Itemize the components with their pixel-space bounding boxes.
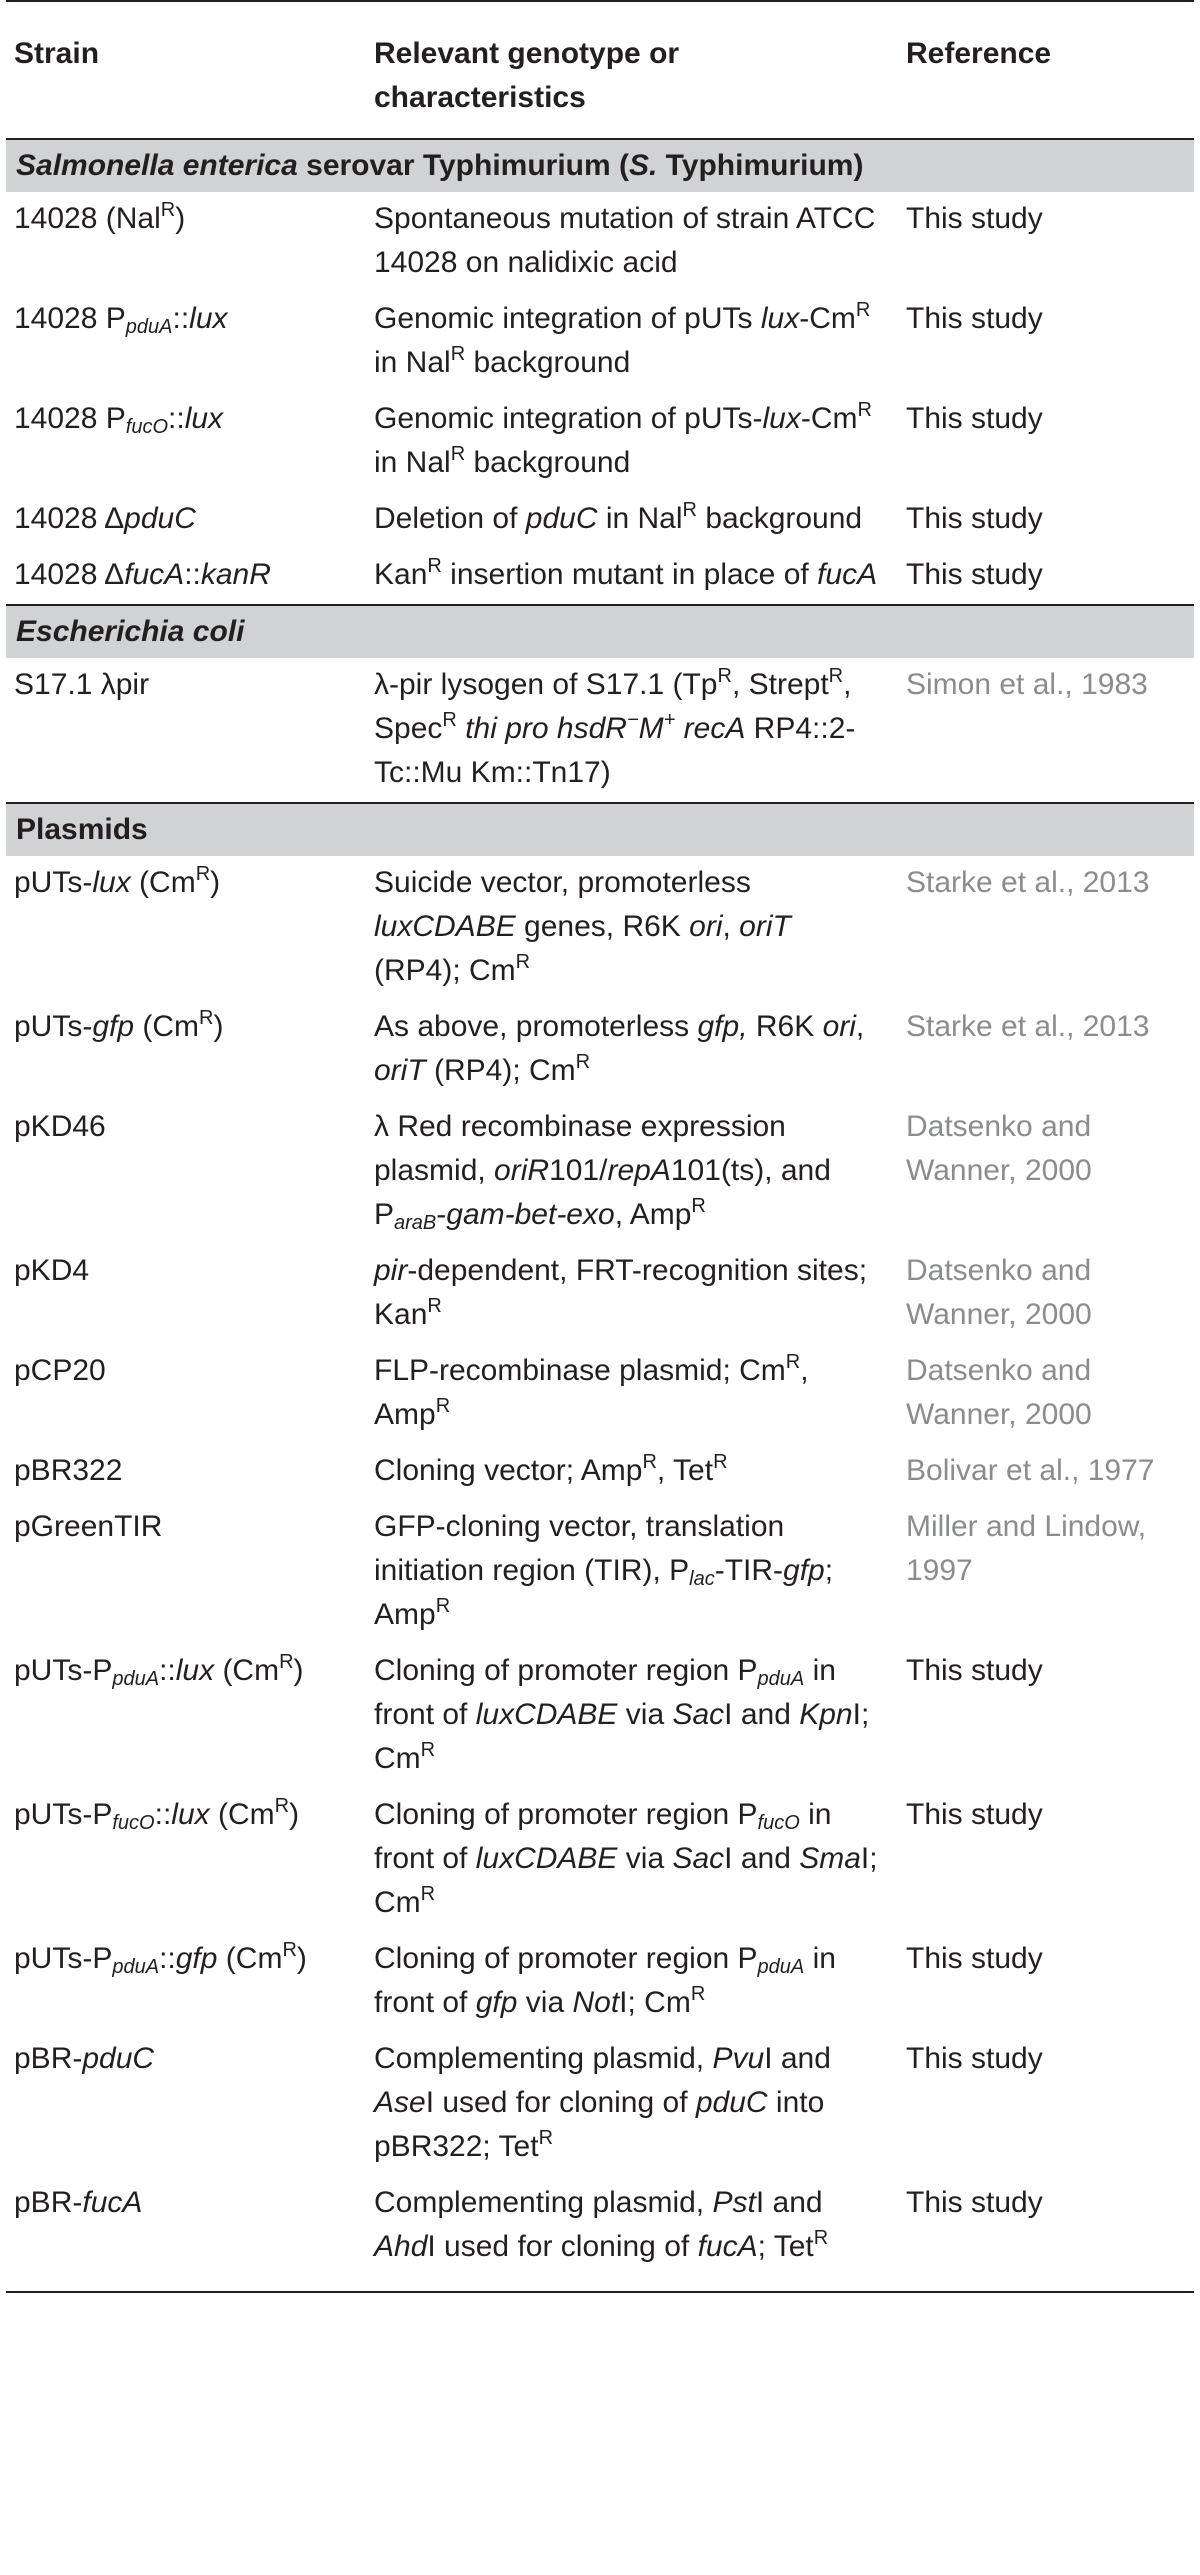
- strain-cell: 14028 $P_{fucO}::lux$: [14, 402, 224, 438]
- table-body: [6, 139, 1194, 2292]
- section-row: [6, 139, 1194, 192]
- genotype-cell: FLP-recombinase plasmid; $Cm^R$, Amp$^R$: [374, 1351, 809, 1431]
- genotype-cell: Complementing plasmid, PvuI and AseI used for cloning of pduC into pBR322; Tet$^R$: [374, 2042, 831, 2163]
- section-row: [6, 605, 1194, 658]
- strain-cell: pKD4: [14, 1254, 90, 1287]
- reference-cell: This study: [906, 558, 1043, 591]
- reference-cell: This study: [906, 1798, 1043, 1831]
- strain-cell: S17.1 λpir: [14, 668, 150, 701]
- table-row: [6, 1244, 1194, 1344]
- strain-cell: pGreenTIR: [14, 1510, 163, 1543]
- strain-cell: pKD46: [14, 1110, 106, 1143]
- strain-cell: pUTs-gfp $(Cm^R)$: [14, 1007, 224, 1043]
- strain-cell: 14028 ΔpduC: [14, 502, 196, 535]
- table-row: [6, 492, 1194, 548]
- genotype-cell: Complementing plasmid, PstI and AhdI used for cloning of fucA; Tet$^R$: [370, 2176, 902, 2292]
- strain-cell: pBR322: [14, 1454, 123, 1487]
- section-title: Escherichia coli: [6, 605, 1194, 658]
- reference-link[interactable]: Datsenko and Wanner, 2000: [906, 1354, 1092, 1431]
- table-row: [6, 1500, 1194, 1644]
- table-header: [6, 1, 1194, 139]
- reference-cell: This study: [906, 1654, 1043, 1687]
- table-row: [6, 1644, 1194, 1788]
- table-row: [6, 1000, 1194, 1100]
- strain-cell: pUTs-$P_{pduA}::gfp$ $(Cm^R)$: [14, 1939, 307, 1978]
- table-row: [6, 658, 1194, 803]
- section-row: [6, 803, 1194, 856]
- strain-cell: 14028 ΔfucA::kanR: [14, 558, 271, 591]
- genotype-cell: Genomic integration of pUTs-$lux-Cm^R$ in Nal$^R$ background: [374, 399, 872, 479]
- table-row: [6, 192, 1194, 292]
- strain-cell: 14028 (Nal$^R$): [14, 199, 186, 235]
- strain-cell: pBR-pduC: [14, 2042, 155, 2075]
- reference-cell: This study: [906, 302, 1043, 335]
- reference-cell: This study: [906, 402, 1043, 435]
- genotype-cell: Cloning vector; Amp$^R$, Tet$^R$: [374, 1451, 728, 1487]
- table-row: [6, 1932, 1194, 2032]
- reference-link[interactable]: Datsenko and Wanner, 2000: [906, 1110, 1092, 1187]
- reference-link[interactable]: Bolivar et al., 1977: [906, 1454, 1155, 1487]
- table-row: [6, 392, 1194, 492]
- table-row: [6, 548, 1194, 605]
- reference-link[interactable]: Starke et al., 2013: [906, 1010, 1150, 1043]
- genotype-cell: λ Red recombinase expression plasmid, oriR101/repA101(ts), and $P_{araB}-gam-bet$-exo, Amp$^R$: [374, 1110, 831, 1234]
- reference-link[interactable]: Simon et al., 1983: [906, 668, 1148, 701]
- reference-link[interactable]: Starke et al., 2013: [906, 866, 1150, 899]
- header-strain: Strain: [14, 37, 100, 70]
- genotype-cell: Suicide vector, promoterless luxCDABE genes, R6K ori, oriT (RP4); $Cm^R$: [374, 866, 791, 987]
- strains-plasmids-table: [6, 0, 1194, 2293]
- strain-cell: pUTs-$P_{fucO}::lux$ $(Cm^R)$: [14, 1795, 300, 1834]
- reference-link[interactable]: Datsenko and Wanner, 2000: [906, 1254, 1092, 1331]
- genotype-cell: Cloning of promoter region $P_{pduA}$ in front of gfp via NotI; $Cm^R$: [374, 1942, 836, 2019]
- genotype-cell: λ-pir lysogen of S17.1 ($Tp^R$, Strept$^R$, Spec$^R$ thi pro hsdR−M+ recA RP4::2-Tc::Mu Km::Tn17): [374, 665, 856, 789]
- table-row: [6, 1100, 1194, 1244]
- table-row: [6, 2176, 1194, 2292]
- reference-cell: This study: [906, 202, 1043, 235]
- section-title: Salmonella enterica serovar Typhimurium (S. Typhimurium): [6, 139, 1194, 192]
- table-row: [6, 2032, 1194, 2176]
- genotype-cell: Deletion of pduC in Nal$^R$ background: [374, 499, 863, 535]
- reference-link[interactable]: Miller and Lindow, 1997: [906, 1510, 1147, 1587]
- strain-cell: pUTs-$P_{pduA}::lux$ $(Cm^R)$: [14, 1651, 304, 1690]
- genotype-cell: pir-dependent, FRT-recognition sites; Kan$^R$: [374, 1254, 868, 1331]
- reference-cell: This study: [906, 2042, 1043, 2075]
- section-title: Plasmids: [6, 803, 1194, 856]
- genotype-cell: Genomic integration of pUTs lux-$Cm^R$ in Nal$^R$ background: [374, 299, 871, 379]
- genotype-cell: As above, promoterless gfp, R6K ori, oriT (RP4); $Cm^R$: [374, 1010, 865, 1087]
- genotype-cell: Kan$^R$ insertion mutant in place of fucA: [374, 555, 878, 591]
- reference-cell: This study: [906, 502, 1043, 535]
- strain-cell: pBR-fucA: [6, 2176, 370, 2292]
- strain-cell: pUTs-lux $(Cm^R)$: [14, 863, 221, 899]
- table-row: [6, 292, 1194, 392]
- header-genotype: Relevant genotype or characteristics: [374, 37, 680, 114]
- reference-cell: This study: [902, 2176, 1194, 2292]
- header-reference: Reference: [906, 37, 1052, 70]
- genotype-cell: GFP-cloning vector, translation initiation region (TIR), $P_{lac}-TIR$-gfp; Amp$^R$: [374, 1510, 834, 1631]
- table-row: [6, 1444, 1194, 1500]
- strain-cell: 14028 $P_{pduA}::lux$: [14, 302, 228, 338]
- strain-cell: pCP20: [14, 1354, 106, 1387]
- genotype-cell: Cloning of promoter region $P_{pduA}$ in front of luxCDABE via SacI and KpnI; $Cm^R$: [374, 1654, 870, 1775]
- genotype-cell: Spontaneous mutation of strain ATCC 14028 on nalidixic acid: [374, 202, 876, 279]
- table-row: [6, 856, 1194, 1000]
- table-row: [6, 1344, 1194, 1444]
- genotype-cell: Cloning of promoter region $P_{fucO}$ in front of luxCDABE via SacI and SmaI; $Cm^R$: [374, 1798, 878, 1919]
- reference-cell: This study: [906, 1942, 1043, 1975]
- table-row: [6, 1788, 1194, 1932]
